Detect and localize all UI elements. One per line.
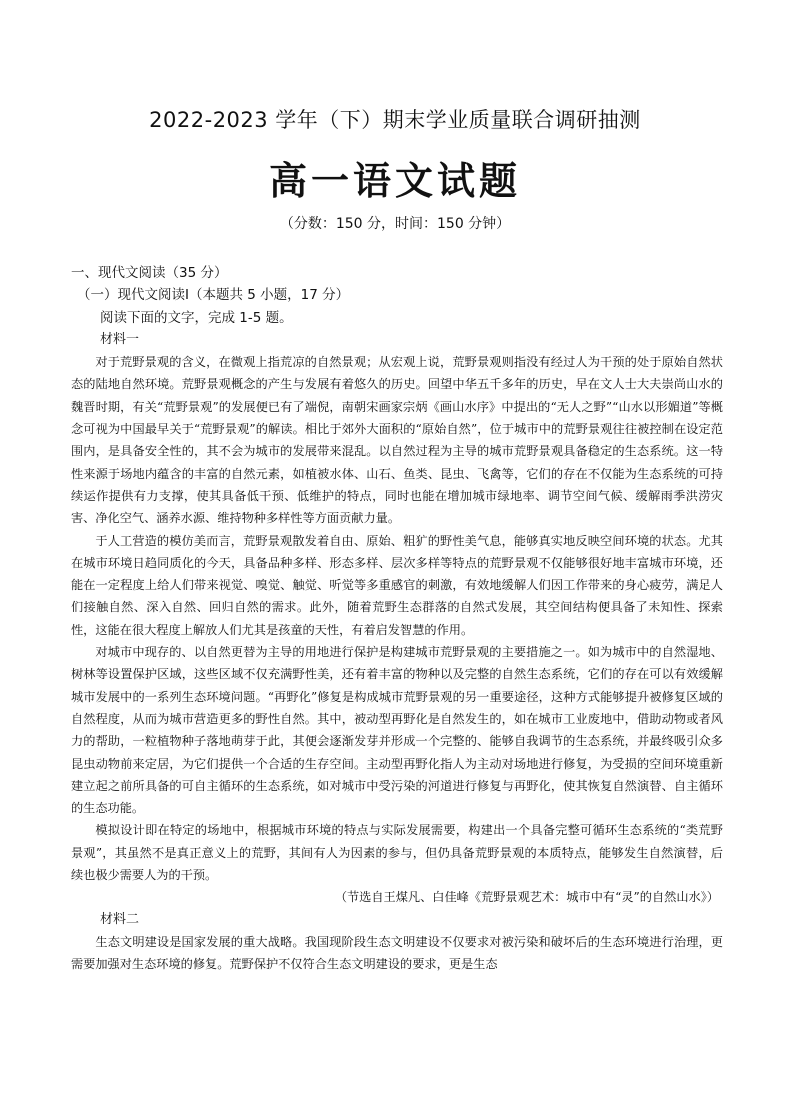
reading-instruction: 阅读下面的文字，完成 1-5 题。 [100,309,293,326]
material-one-paragraph: 模拟设计即在特定的场地中，根据城市环境的特点与实际发展需要，构建出一个具备完整可循环生态系统的“类荒野景观”，其虽然不是真正意义上的荒野，其间有人为因素的参与，但仍具备荒野景观的本质特点，能够发生自然演替，后续也极少需要人为的干预。 [71,823,723,883]
material-two-paragraph: 生态文明建设是国家发展的重大战略。我国现阶段生态文明建设不仅要求对被污染和破坏后的生态环境进行治理，更需要加强对生态环境的修复。荒野保护不仅符合生态文明建设的要求，更是生态 [71,934,723,972]
material-one-label: 材料一 [100,331,140,347]
material-one-source: （节选自王煤凡、白佳峰《荒野景观艺术：城市中有“灵”的自然山水》） [334,890,719,905]
exam-info: （分数：150 分，时间：150 分钟） [279,216,511,232]
sub-heading: （一）现代文阅读Ⅰ（本题共 5 小题，17 分） [77,287,350,304]
reading-content [71,262,723,976]
exam-title: 高一语文试题 [268,159,521,203]
material-one-paragraph: 于人工营造的模仿美而言，荒野景观散发着自由、原始、粗犷的野性美气息，能够真实地反映空间环境的状态。尤其在城市环境日趋同质化的今天，具备品种多样、形态多样、层次多样等特点的荒野景观不仅能够很好地丰富城市环境，还能在一定程度上给人们带来视觉、嗅觉、触觉、听觉等多重感官的刺激，有效地缓解人们因工作带来的身心疲劳，满足人们接触自然、深入自然、回归自然的需求。此外，随着荒野生态群落的自然式发展，其空间结构便具备了未知性、探索性，这能在很大程度上解放人们尤其是孩童的天性，有着启发智慧的作用。 [71,533,723,637]
section-heading: 一、现代文阅读（35 分） [71,265,228,281]
exam-name: 2022-2023 学年（下）期末学业质量联合调研抽测 [149,108,641,132]
material-one-paragraph: 对于荒野景观的含义，在微观上指荒凉的自然景观；从宏观上说，荒野景观则指没有经过人为干预的处于原始自然状态的陆地自然环境。荒野景观概念的产生与发展有着悠久的历史。回望中华五千多年的历史，早在文人士大夫崇尚山水的魏晋时期，有关“荒野景观”的发展便已有了端倪，南朝宋画家宗炳《画山水序》中提出的“无人之野”“山水以形媚道”等概念可视为中国最早关于“荒野景观”的解读。相比于郊外大面积的“原始自然”，位于城市中的荒野景观往往被控制在设定范围内，是具备安全性的，其不会为城市的发展带来混乱。以自然过程为主导的城市荒野景观具备稳定的生态系统。这一特性来源于场地内蕴含的丰富的自然元素，如植被水体、山石、鱼类、昆虫、飞禽等，它们的存在不仅能为生态系统的可持续运作提供有力支撑，使其具备低干预、低维护的特点，同时也能在增加城市绿地率、调节空间气候、缓解雨季洪涝灾害、净化空气、涵养水源、维持物种多样性等方面贡献力量。 [71,355,723,526]
material-one-paragraph: 对城市中现存的、以自然更替为主导的用地进行保护是构建城市荒野景观的主要措施之一。如为城市中的自然湿地、树林等设置保护区域，这些区域不仅充满野性美，还有着丰富的物种以及完整的自然生态系统，它们的存在可以有效缓解城市发展中的一系列生态环境问题。“再野化”修复是构成城市荒野景观的另一重要途径，这种方式能够提升被修复区域的自然程度，从而为城市营造更多的野性自然。其中，被动型再野化是自然发生的，如在城市工业废地中，借助动物或者风力的帮助，一粒植物种子落地萌芽于此，其便会逐渐发芽并形成一个完整的、能够自我调节的生态系统，并最终吸引众多昆虫动物前来定居，为它们提供一个合适的生存空间。主动型再野化指人为主动对场地进行修复，为受损的空间环境重新建立起之前所具备的可自主循环的生态系统，如对城市中受污染的河道进行修复与再野化，使其恢复自然演替、自主循环的生态功能。 [71,645,723,816]
material-two-label: 材料二 [100,911,140,927]
